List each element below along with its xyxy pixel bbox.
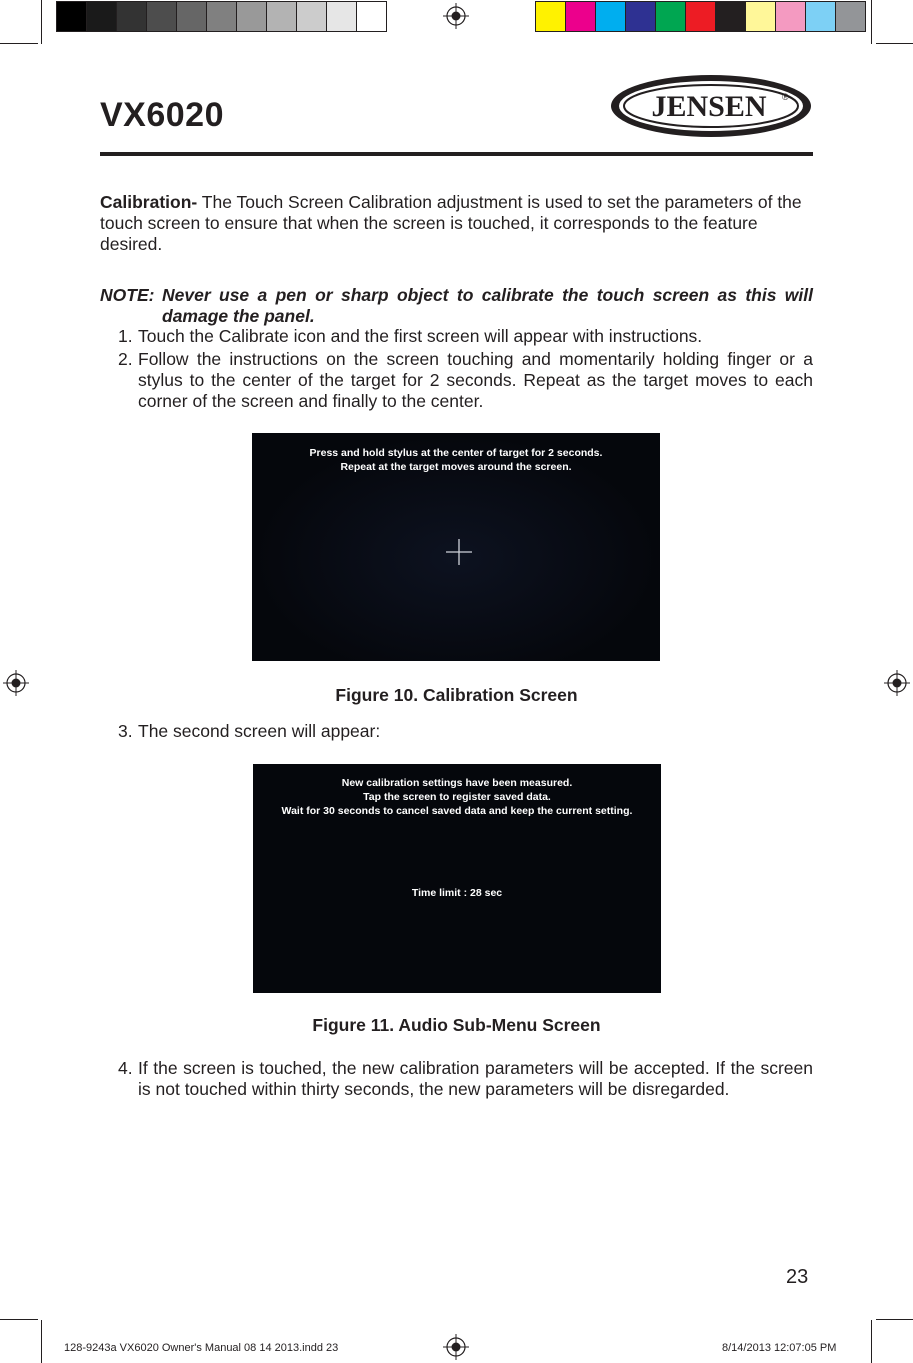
screen-message-2: Tap the screen to register saved data. (363, 791, 551, 803)
screen-instruction-1: Press and hold stylus at the center of target for 2 seconds. (309, 447, 603, 459)
slug-timestamp: 8/14/2013 12:07:05 PM (722, 1342, 837, 1354)
note-label: NOTE: (100, 285, 155, 305)
slug-file-info: 128-9243a VX6020 Owner's Manual 08 14 2013.indd 23 (64, 1342, 339, 1354)
step-text: If the screen is touched, the new calibration parameters will be accepted. If the screen is not touched within thirty seconds, the new parameters will be disregarded. (138, 1058, 813, 1099)
figure-11-caption: Figure 11. Audio Sub-Menu Screen (312, 1015, 601, 1035)
crop-mark (41, 1320, 42, 1363)
list-item (118, 1058, 813, 1100)
color-swatch (357, 2, 386, 31)
crop-mark (871, 1320, 872, 1363)
screen-message-1: New calibration settings have been measured. (341, 777, 573, 789)
color-swatch (267, 2, 297, 31)
calibration-screen-image (252, 433, 660, 661)
crop-mark (871, 0, 872, 44)
color-swatch (237, 2, 267, 31)
steps-list (118, 1058, 813, 1102)
color-swatch (177, 2, 207, 31)
color-swatch (776, 2, 806, 31)
color-swatch (686, 2, 716, 31)
list-item (118, 326, 813, 347)
step-text: The second screen will appear: (138, 721, 381, 741)
color-swatch (297, 2, 327, 31)
color-swatch (327, 2, 357, 31)
color-swatch-bar (535, 1, 866, 32)
crop-mark (0, 1319, 38, 1320)
note-block (100, 285, 813, 327)
screen-message-3: Wait for 30 seconds to cancel saved data and keep the current setting. (281, 805, 633, 817)
gray-swatch-bar (56, 1, 387, 32)
crosshair-target-icon (446, 539, 472, 565)
crop-mark (876, 1319, 913, 1320)
color-swatch (566, 2, 596, 31)
header-rule (100, 152, 813, 156)
color-swatch (536, 2, 566, 31)
crop-mark (0, 43, 38, 44)
step-text: Follow the instructions on the screen touching and momentarily holding finger or a stylus to the center of the target for 2 seconds. Repeat as the target moves to each corner of the screen and finally to the center. (138, 349, 813, 411)
step-number: 3. (118, 721, 133, 741)
step-text: Touch the Calibrate icon and the first screen will appear with instructions. (138, 326, 703, 346)
page-number: 23 (786, 1266, 809, 1288)
registration-mark-icon (443, 3, 469, 29)
color-swatch (836, 2, 865, 31)
step-number: 4. (118, 1058, 133, 1078)
color-swatch (207, 2, 237, 31)
color-swatch (746, 2, 776, 31)
list-item (118, 721, 813, 742)
color-swatch (87, 2, 117, 31)
color-swatch (626, 2, 656, 31)
color-swatch (806, 2, 836, 31)
calibration-result-screen-image (253, 764, 661, 993)
registration-mark-icon (443, 1334, 469, 1360)
color-swatch (656, 2, 686, 31)
crop-mark (876, 43, 913, 44)
intro-heading: Calibration- (100, 192, 198, 212)
svg-text:®: ® (782, 92, 789, 102)
svg-text:JENSEN: JENSEN (651, 90, 767, 123)
time-limit-label: Time limit : 28 sec (411, 887, 503, 899)
page-title: VX6020 (100, 96, 224, 134)
color-swatch (57, 2, 87, 31)
color-swatch (117, 2, 147, 31)
color-swatch (596, 2, 626, 31)
step-number: 2. (118, 349, 133, 369)
steps-list (118, 326, 813, 414)
step-number: 1. (118, 326, 133, 346)
color-swatch (716, 2, 746, 31)
intro-body: The Touch Screen Calibration adjustment is used to set the parameters of the touch screen to ensure that when the screen is touched, it corresponds to the feature desired. (100, 192, 802, 254)
figure-10-caption: Figure 10. Calibration Screen (335, 685, 578, 705)
screen-instruction-2: Repeat at the target moves around the screen. (340, 461, 572, 473)
note-body: Never use a pen or sharp object to calibrate the touch screen as this will damage the panel. (162, 285, 813, 326)
steps-list (118, 721, 813, 744)
crop-mark (41, 0, 42, 44)
color-swatch (147, 2, 177, 31)
list-item (118, 349, 813, 412)
calibration-intro (100, 192, 813, 255)
jensen-logo (610, 74, 812, 138)
